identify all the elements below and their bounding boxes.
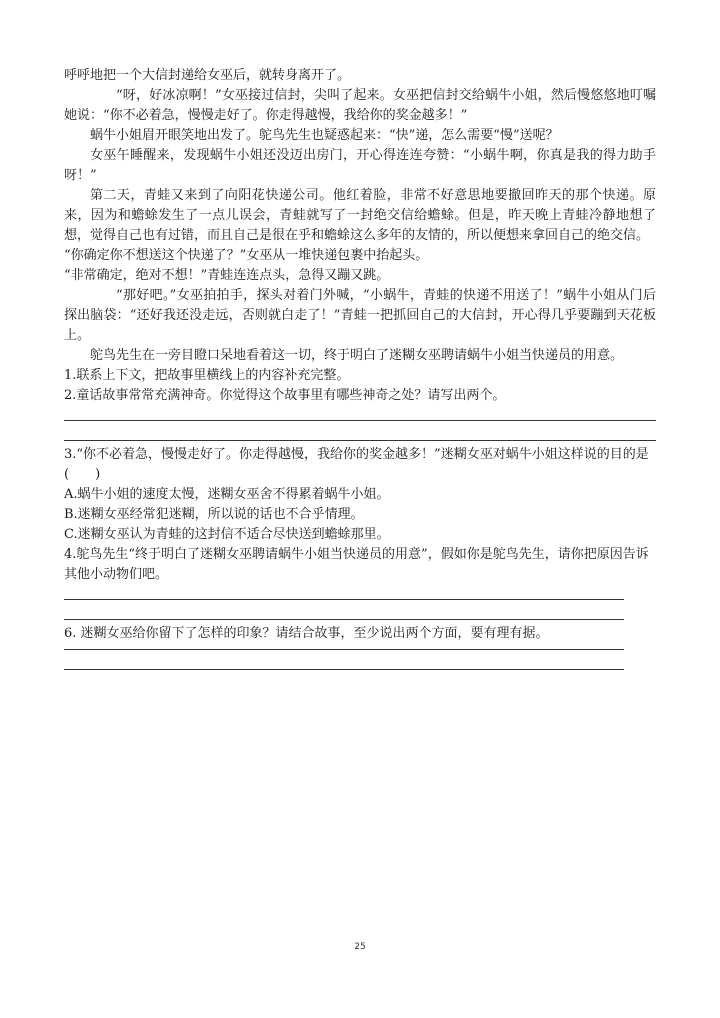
question-3-option-c: C.迷糊女巫认为青蛙的这封信不适合尽快送到蟾蜍那里。 bbox=[64, 527, 390, 542]
reading-passage bbox=[64, 66, 656, 366]
passage-paragraph-5: 第二天，青蛙又来到了向阳花快递公司。他红着脸，非常不好意思地要撤回昨天的那个快递。原来，因为和蟾蜍发生了一点儿误会，青蛙就写了一封绝交信给蟾蜍。但是，昨天晚上青蛙冷静地想了想，觉得自己也有过错，而且自己是很在乎和蟾蜍这么多年的友情的，所以便想来拿回自己的绝交信。 bbox=[64, 188, 656, 243]
answer-line-q6-2[interactable] bbox=[64, 669, 624, 670]
question-3: 3.“你不必着急，慢慢走好了。你走得越慢，我给你的奖金越多！”迷糊女巫对蜗牛小姐这样说的目的是( ) bbox=[64, 447, 649, 482]
passage-paragraph-1: 呼呼地把一个大信封递给女巫后，就转身离开了。 bbox=[64, 68, 351, 83]
passage-paragraph-7: “非常确定，绝对不想！”青蛙连连点头，急得又蹦又跳。 bbox=[64, 268, 390, 283]
question-3-option-b: B.迷糊女巫经常犯迷糊，所以说的话也不合乎情理。 bbox=[64, 507, 364, 522]
page-number: 25 bbox=[354, 942, 366, 952]
question-1: 1.联系上下文，把故事里横线上的内容补充完整。 bbox=[64, 368, 350, 383]
passage-paragraph-9: 鸵鸟先生在一旁目瞪口呆地看着这一切，终于明白了迷糊女巫聘请蜗牛小姐当快递员的用意。 bbox=[90, 348, 624, 363]
passage-paragraph-2: “呀，好冰凉啊！”女巫接过信封，尖叫了起来。女巫把信封交给蜗牛小姐，然后慢悠悠地叮嘱她说：“你不必着急，慢慢走好了。你走得越慢，我给你的奖金越多！” bbox=[64, 88, 656, 123]
question-6: 6. 迷糊女巫给你留下了怎样的印象？请结合故事，至少说出两个方面，要有理有据。 bbox=[64, 626, 549, 641]
question-4: 4.鸵鸟先生“终于明白了迷糊女巫聘请蜗牛小姐当快递员的用意”，假如你是鸵鸟先生，请你把原因告诉其他小动物们吧。 bbox=[64, 547, 649, 582]
passage-paragraph-8: “那好吧。”女巫拍拍手，探头对着门外喊，“小蜗牛，青蛙的快递不用送了！”蜗牛小姐从门后探出脑袋：“还好我还没走远，否则就白走了！”青蛙一把抓回自己的大信封，开心得几乎要蹦到天花板上。 bbox=[64, 288, 656, 343]
page-content bbox=[64, 66, 656, 670]
passage-paragraph-4: 女巫午睡醒来，发现蜗牛小姐还没迈出房门，开心得连连夸赞：“小蜗牛啊，你真是我的得力助手呀！” bbox=[64, 148, 656, 183]
question-2: 2.童话故事常常充满神奇。你觉得这个故事里有哪些神奇之处？请写出两个。 bbox=[64, 388, 506, 403]
question-3-option-a: A.蜗牛小姐的速度太慢，迷糊女巫舍不得累着蜗牛小姐。 bbox=[64, 487, 390, 502]
passage-paragraph-6: “你确定你不想送这个快递了？”女巫从一堆快递包裹中抬起头。 bbox=[64, 248, 429, 263]
passage-paragraph-3: 蜗牛小姐眉开眼笑地出发了。鸵鸟先生也疑惑起来：“快”递，怎么需要“慢”送呢？ bbox=[90, 128, 559, 143]
questions-section bbox=[64, 366, 656, 670]
